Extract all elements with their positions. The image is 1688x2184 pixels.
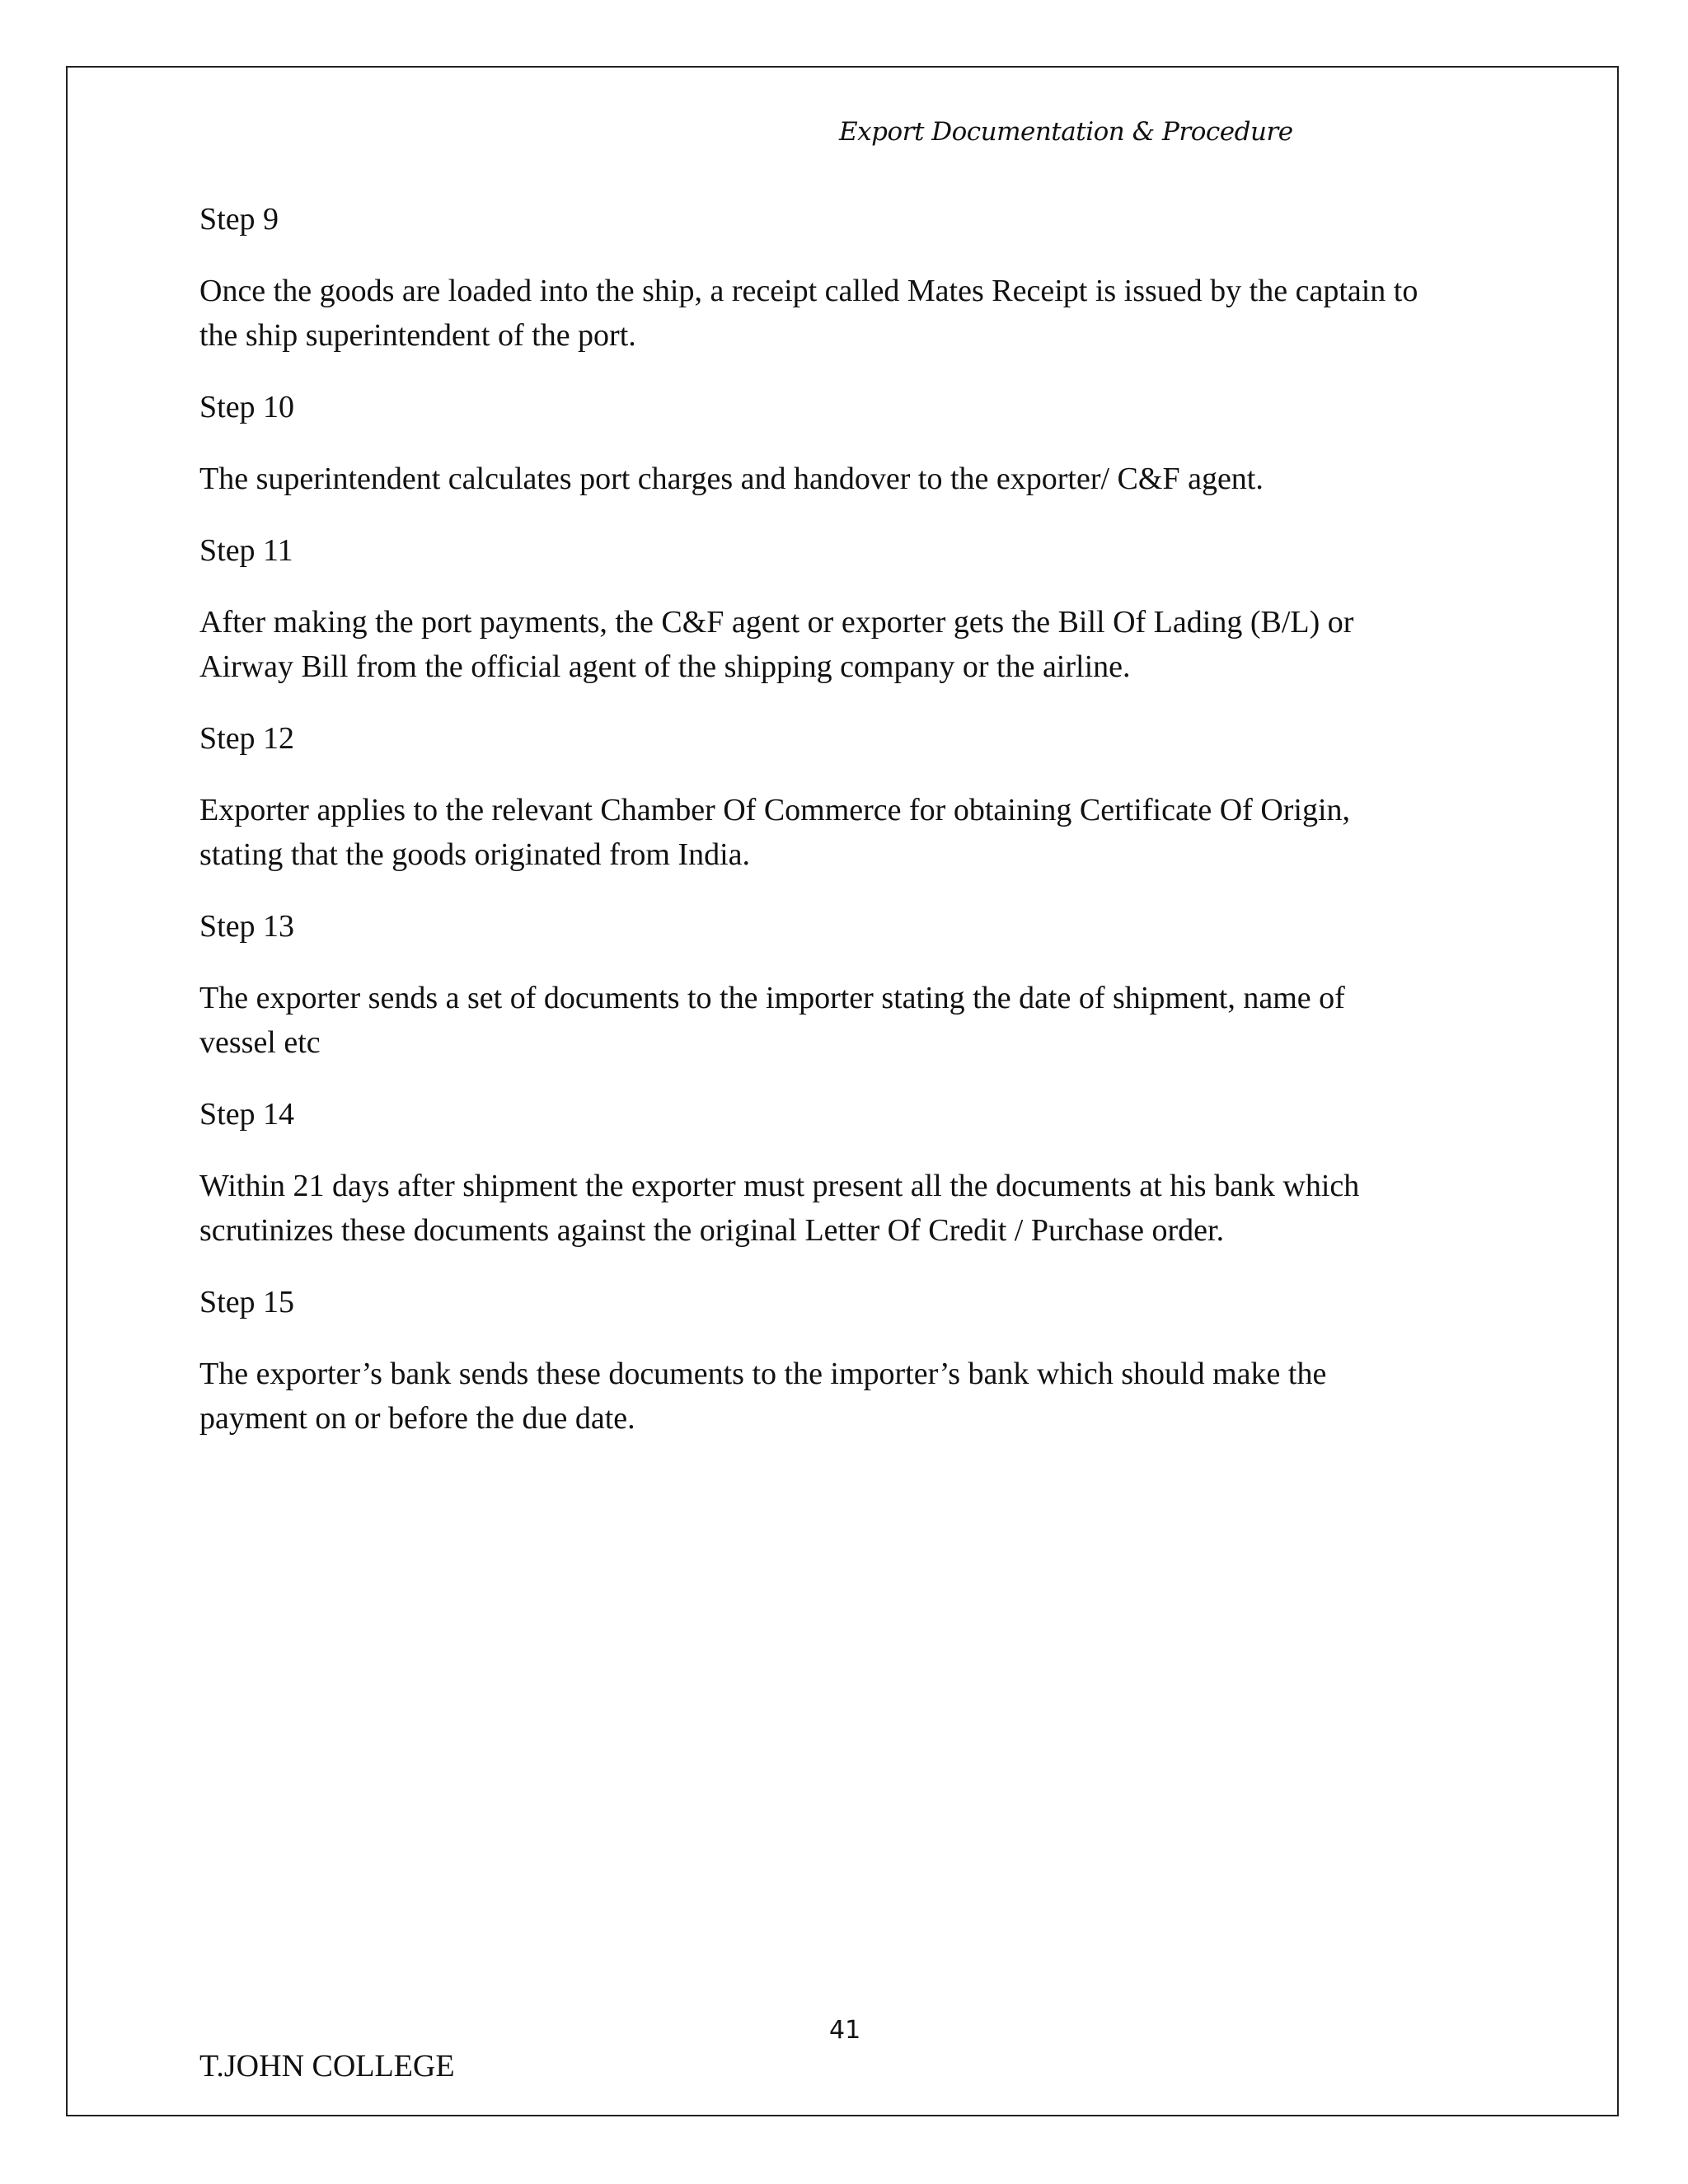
- step-11-text: After making the port payments, the C&F agent or exporter gets the Bill Of Lading (B/L) or Airway Bill from the official agent of the shipping company or the airline.: [199, 605, 1354, 684]
- footer-college-name: T.JOHN COLLEGE: [199, 2049, 455, 2083]
- step-9-title: Step 9: [199, 202, 279, 237]
- step-12-title: Step 12: [199, 721, 295, 756]
- step-14-text: Within 21 days after shipment the exporter must present all the documents at his bank which scrutinizes these documents against the original Letter Of Credit / Purchase order.: [199, 1169, 1360, 1248]
- step-15-text: The exporter’s bank sends these documents to the importer’s bank which should make the payment on or before the due date.: [199, 1357, 1327, 1436]
- step-14-title: Step 14: [199, 1097, 295, 1132]
- step-9-text: Once the goods are loaded into the ship, a receipt called Mates Receipt is issued by the captain to the ship superintendent of the port.: [199, 274, 1418, 353]
- step-10-text: The superintendent calculates port charges and handover to the exporter/ C&F agent.: [199, 462, 1264, 496]
- step-10-title: Step 10: [199, 390, 295, 424]
- step-11-title: Step 11: [199, 533, 293, 568]
- running-header: Export Documentation & Procedure: [839, 117, 1293, 147]
- document-body: [199, 198, 1518, 1469]
- page-number: 41: [829, 2016, 861, 2045]
- step-12-text: Exporter applies to the relevant Chamber Of Commerce for obtaining Certificate Of Origin, stating that the goods originated from India.: [199, 793, 1351, 872]
- step-15-title: Step 15: [199, 1285, 295, 1319]
- step-13-title: Step 13: [199, 909, 295, 944]
- step-13-text: The exporter sends a set of documents to the importer stating the date of shipment, name of vessel etc: [199, 981, 1345, 1060]
